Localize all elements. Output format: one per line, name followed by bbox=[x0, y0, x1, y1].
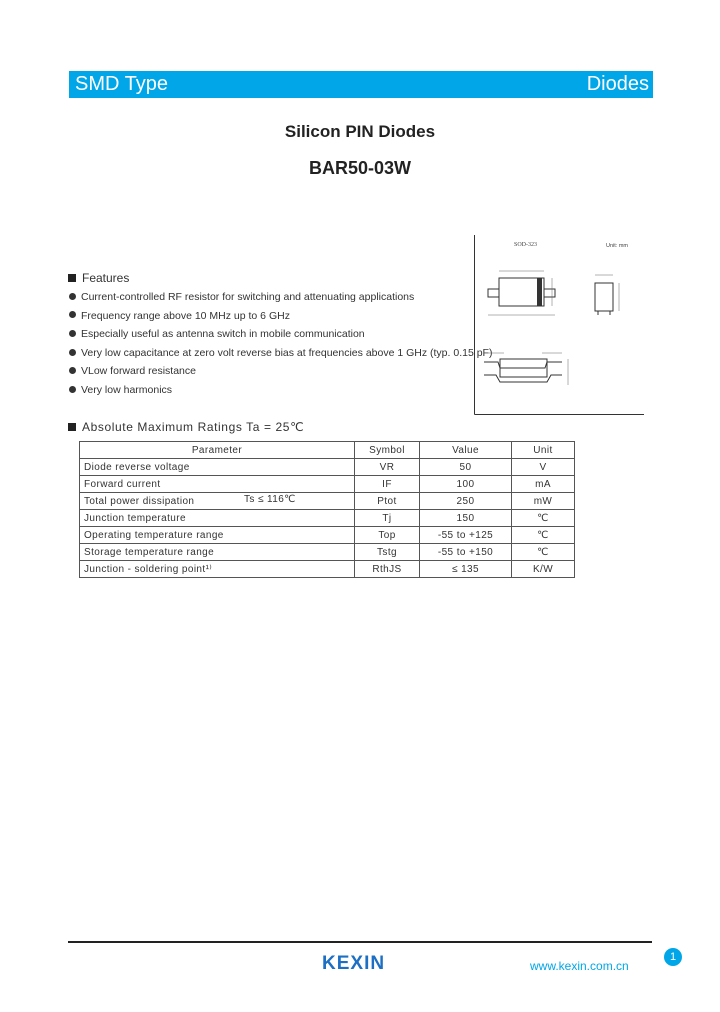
package-unit: Unit: mm bbox=[606, 243, 628, 249]
table-row bbox=[80, 493, 575, 510]
cell-value: 50 bbox=[420, 459, 512, 476]
feature-text: Very low harmonics bbox=[81, 383, 173, 396]
page-title: Silicon PIN Diodes bbox=[284, 122, 436, 141]
cell-value: 250 bbox=[420, 493, 512, 510]
cell-value: ≤ 135 bbox=[420, 561, 512, 578]
package-outline-drawing bbox=[474, 235, 644, 415]
bullet-icon bbox=[69, 367, 76, 374]
header-symbol: Symbol bbox=[355, 442, 420, 459]
ratings-heading-text: Absolute Maximum Ratings Ta = 25℃ bbox=[82, 420, 305, 434]
square-bullet-icon bbox=[68, 423, 76, 431]
list-item bbox=[69, 310, 492, 329]
ratings-heading bbox=[68, 420, 304, 434]
cell-symbol: Tj bbox=[355, 510, 420, 527]
bullet-icon bbox=[69, 330, 76, 337]
cell-symbol: Ptot bbox=[355, 493, 420, 510]
list-item bbox=[69, 328, 492, 347]
cell-parameter: Storage temperature range bbox=[80, 544, 355, 561]
cell-parameter: Operating temperature range bbox=[80, 527, 355, 544]
cell-unit: ℃ bbox=[512, 527, 575, 544]
header-product-type: Diodes bbox=[586, 73, 649, 95]
package-name: SOD-323 bbox=[514, 242, 538, 248]
bullet-icon bbox=[69, 311, 76, 318]
feature-list bbox=[69, 291, 492, 403]
cell-symbol: Top bbox=[355, 527, 420, 544]
bullet-icon bbox=[69, 386, 76, 393]
feature-text: VLow forward resistance bbox=[81, 365, 196, 378]
list-item bbox=[69, 291, 492, 310]
table-row bbox=[80, 561, 575, 578]
cell-symbol: VR bbox=[355, 459, 420, 476]
list-item bbox=[69, 347, 492, 366]
part-number: BAR50-03W bbox=[308, 158, 412, 178]
table-row bbox=[80, 527, 575, 544]
cell-parameter-with-condition bbox=[80, 493, 355, 510]
cell-value: -55 to +125 bbox=[420, 527, 512, 544]
cell-unit: mW bbox=[512, 493, 575, 510]
page-number-badge: 1 bbox=[664, 948, 682, 966]
company-logo: KEXIN bbox=[322, 953, 386, 974]
feature-text: Current-controlled RF resistor for switching and attenuating applications bbox=[81, 291, 415, 303]
list-item bbox=[69, 384, 492, 403]
cell-unit: mA bbox=[512, 476, 575, 493]
feature-text: Very low capacitance at zero volt reverse bias at frequencies above 1 GHz (typ. 0.15 pF) bbox=[81, 346, 493, 359]
table-header-row bbox=[80, 442, 575, 459]
cell-value: 150 bbox=[420, 510, 512, 527]
header-unit: Unit bbox=[512, 442, 575, 459]
cell-unit: ℃ bbox=[512, 544, 575, 561]
cell-symbol: IF bbox=[355, 476, 420, 493]
cell-symbol: Tstg bbox=[355, 544, 420, 561]
list-item bbox=[69, 365, 492, 384]
website-link[interactable]: www.kexin.com.cn bbox=[530, 959, 629, 973]
table-row bbox=[80, 544, 575, 561]
feature-text: Especially useful as antenna switch in mobile communication bbox=[81, 328, 365, 341]
features-heading-text: Features bbox=[82, 271, 130, 285]
features-heading bbox=[68, 271, 129, 285]
header-category: SMD Type bbox=[75, 73, 168, 95]
cell-parameter: Forward current bbox=[80, 476, 355, 493]
cell-condition: Ts ≤ 116℃ bbox=[244, 494, 296, 505]
bullet-icon bbox=[69, 349, 76, 356]
package-drawing-svg bbox=[474, 235, 644, 415]
cell-parameter: Junction temperature bbox=[80, 510, 355, 527]
bullet-icon bbox=[69, 293, 76, 300]
absolute-maximum-ratings-table bbox=[79, 441, 575, 578]
cell-value: 100 bbox=[420, 476, 512, 493]
cell-value: -55 to +150 bbox=[420, 544, 512, 561]
cell-parameter: Junction - soldering point¹⁾ bbox=[80, 561, 355, 578]
header-value: Value bbox=[420, 442, 512, 459]
cell-symbol: RthJS bbox=[355, 561, 420, 578]
cell-unit: V bbox=[512, 459, 575, 476]
table-row bbox=[80, 476, 575, 493]
table-row bbox=[80, 510, 575, 527]
cell-parameter: Total power dissipation bbox=[84, 495, 195, 507]
cell-parameter: Diode reverse voltage bbox=[80, 459, 355, 476]
cell-unit: ℃ bbox=[512, 510, 575, 527]
header-bar bbox=[69, 71, 653, 98]
square-bullet-icon bbox=[68, 274, 76, 282]
footer-divider bbox=[68, 941, 652, 943]
header-parameter: Parameter bbox=[80, 442, 355, 459]
table-row bbox=[80, 459, 575, 476]
feature-text: Frequency range above 10 MHz up to 6 GHz bbox=[81, 309, 290, 322]
cell-unit: K/W bbox=[512, 561, 575, 578]
